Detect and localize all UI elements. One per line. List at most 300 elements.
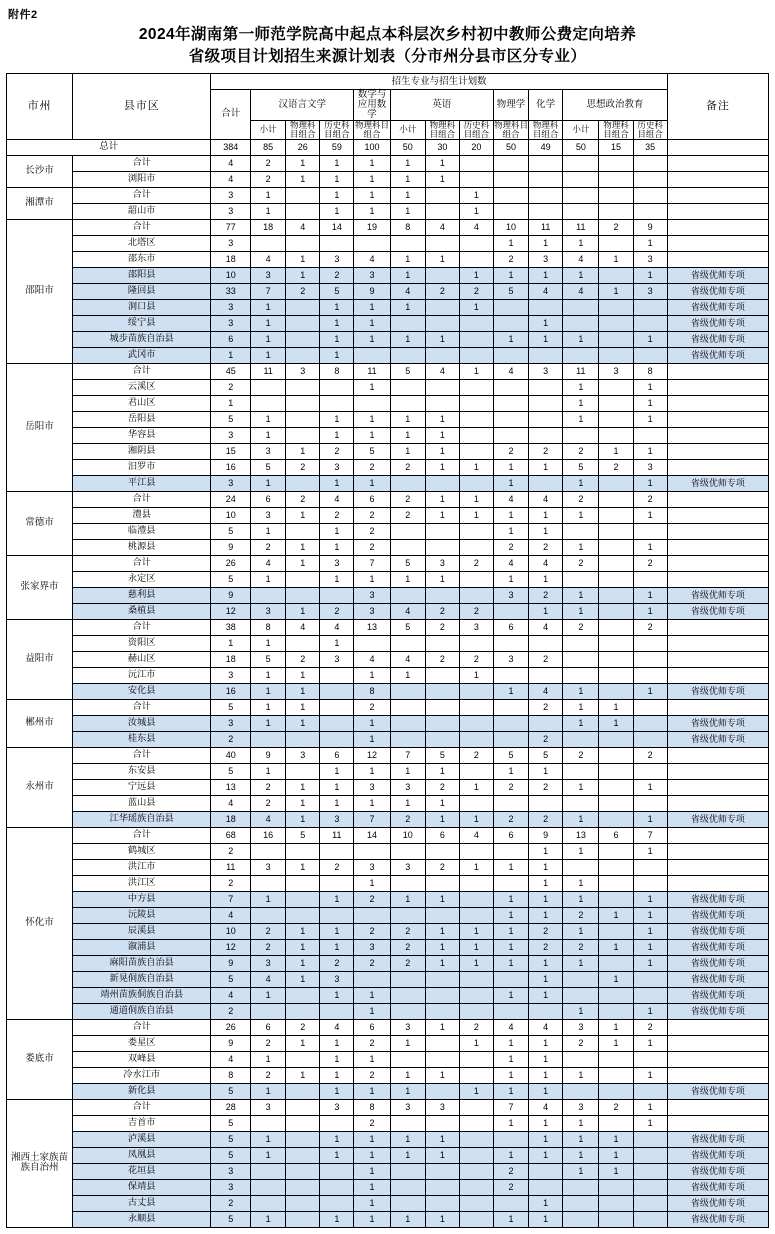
value-cell-12 — [633, 427, 667, 443]
table-row — [7, 219, 769, 235]
remark-cell: 省级优师专项 — [667, 731, 768, 747]
value-cell-6: 1 — [425, 1131, 459, 1147]
value-cell-2: 1 — [286, 923, 320, 939]
value-cell-5: 1 — [390, 1131, 425, 1147]
area-cell: 合计 — [72, 827, 211, 843]
value-cell-3: 1 — [320, 1051, 354, 1067]
grand-total-value-1: 85 — [251, 139, 286, 155]
value-cell-2: 1 — [286, 971, 320, 987]
value-cell-1: 1 — [251, 1211, 286, 1227]
value-cell-8 — [493, 395, 528, 411]
value-cell-6 — [425, 907, 459, 923]
value-cell-12: 1 — [633, 1067, 667, 1083]
value-cell-3: 1 — [320, 347, 354, 363]
value-cell-0: 2 — [211, 1195, 251, 1211]
remark-cell: 省级优师专项 — [667, 1195, 768, 1211]
value-cell-12: 1 — [633, 379, 667, 395]
value-cell-5 — [390, 1195, 425, 1211]
value-cell-6 — [425, 1083, 459, 1099]
grand-total-value-3: 59 — [320, 139, 354, 155]
value-cell-4: 2 — [354, 1035, 390, 1051]
value-cell-2: 2 — [286, 283, 320, 299]
table-row-grand-total — [7, 139, 769, 155]
value-cell-0: 4 — [211, 795, 251, 811]
value-cell-9 — [529, 203, 563, 219]
value-cell-9: 4 — [529, 283, 563, 299]
table-row — [7, 1163, 769, 1179]
value-cell-0: 28 — [211, 1099, 251, 1115]
value-cell-9: 2 — [529, 923, 563, 939]
value-cell-1: 2 — [251, 171, 286, 187]
value-cell-8: 2 — [493, 1179, 528, 1195]
value-cell-5: 1 — [390, 267, 425, 283]
value-cell-8 — [493, 171, 528, 187]
value-cell-5: 2 — [390, 507, 425, 523]
remark-cell: 省级优师专项 — [667, 299, 768, 315]
area-cell: 凤凰县 — [72, 1147, 211, 1163]
value-cell-9: 3 — [529, 251, 563, 267]
value-cell-12 — [633, 155, 667, 171]
value-cell-4: 1 — [354, 795, 390, 811]
value-cell-12 — [633, 1131, 667, 1147]
value-cell-0: 2 — [211, 843, 251, 859]
value-cell-5: 1 — [390, 1067, 425, 1083]
table-row — [7, 267, 769, 283]
value-cell-4: 1 — [354, 731, 390, 747]
value-cell-7 — [459, 347, 493, 363]
value-cell-0: 3 — [211, 203, 251, 219]
area-cell: 双峰县 — [72, 1051, 211, 1067]
value-cell-7 — [459, 907, 493, 923]
value-cell-8 — [493, 427, 528, 443]
value-cell-1: 1 — [251, 571, 286, 587]
value-cell-9 — [529, 1179, 563, 1195]
value-cell-10: 1 — [563, 683, 599, 699]
value-cell-11 — [599, 267, 633, 283]
value-cell-8: 1 — [493, 1147, 528, 1163]
value-cell-11 — [599, 1003, 633, 1019]
col-header-major-english: 英语 — [390, 90, 493, 121]
value-cell-3: 1 — [320, 203, 354, 219]
value-cell-3: 1 — [320, 763, 354, 779]
value-cell-9: 9 — [529, 827, 563, 843]
area-cell: 鹤城区 — [72, 843, 211, 859]
value-cell-6 — [425, 1163, 459, 1179]
value-cell-6: 2 — [425, 779, 459, 795]
value-cell-5: 1 — [390, 1083, 425, 1099]
grand-total-value-10: 50 — [563, 139, 599, 155]
attachment-label: 附件2 — [8, 9, 38, 21]
value-cell-1: 3 — [251, 267, 286, 283]
value-cell-0: 40 — [211, 747, 251, 763]
value-cell-8: 2 — [493, 251, 528, 267]
value-cell-1 — [251, 731, 286, 747]
table-row — [7, 1179, 769, 1195]
value-cell-5 — [390, 635, 425, 651]
value-cell-12 — [633, 667, 667, 683]
value-cell-2 — [286, 427, 320, 443]
remark-cell — [667, 859, 768, 875]
value-cell-9: 2 — [529, 939, 563, 955]
table-row — [7, 1083, 769, 1099]
value-cell-3: 1 — [320, 539, 354, 555]
value-cell-8 — [493, 155, 528, 171]
value-cell-12: 1 — [633, 683, 667, 699]
value-cell-3: 1 — [320, 427, 354, 443]
value-cell-10 — [563, 763, 599, 779]
value-cell-11 — [599, 731, 633, 747]
value-cell-3: 14 — [320, 219, 354, 235]
city-cell: 永州市 — [7, 747, 73, 827]
value-cell-4: 1 — [354, 715, 390, 731]
remark-cell — [667, 779, 768, 795]
value-cell-6 — [425, 1115, 459, 1131]
value-cell-11: 1 — [599, 1163, 633, 1179]
value-cell-9 — [529, 427, 563, 443]
table-row — [7, 1131, 769, 1147]
value-cell-11 — [599, 1083, 633, 1099]
value-cell-2: 4 — [286, 619, 320, 635]
value-cell-9: 4 — [529, 619, 563, 635]
value-cell-12 — [633, 187, 667, 203]
value-cell-2 — [286, 1115, 320, 1131]
value-cell-1: 2 — [251, 779, 286, 795]
value-cell-11 — [599, 747, 633, 763]
value-cell-10: 1 — [563, 699, 599, 715]
value-cell-9: 11 — [529, 219, 563, 235]
value-cell-0: 5 — [211, 571, 251, 587]
remark-cell: 省级优师专项 — [667, 811, 768, 827]
value-cell-10: 1 — [563, 715, 599, 731]
remark-cell — [667, 491, 768, 507]
value-cell-6 — [425, 347, 459, 363]
value-cell-1: 1 — [251, 1083, 286, 1099]
value-cell-6: 1 — [425, 443, 459, 459]
value-cell-8: 1 — [493, 507, 528, 523]
value-cell-12 — [633, 1083, 667, 1099]
value-cell-11: 1 — [599, 443, 633, 459]
value-cell-11 — [599, 651, 633, 667]
remark-cell: 省级优师专项 — [667, 283, 768, 299]
value-cell-6: 1 — [425, 891, 459, 907]
col-header-area: 县市区 — [72, 74, 211, 140]
subcol-english-history-combo: 历史科目组合 — [459, 120, 493, 139]
value-cell-4 — [354, 635, 390, 651]
table-row — [7, 939, 769, 955]
value-cell-0: 3 — [211, 187, 251, 203]
value-cell-3 — [320, 683, 354, 699]
value-cell-3: 2 — [320, 267, 354, 283]
value-cell-9: 1 — [529, 571, 563, 587]
value-cell-9 — [529, 187, 563, 203]
value-cell-5: 3 — [390, 1019, 425, 1035]
value-cell-8: 3 — [493, 651, 528, 667]
value-cell-2: 1 — [286, 667, 320, 683]
value-cell-7 — [459, 795, 493, 811]
value-cell-0: 4 — [211, 171, 251, 187]
value-cell-9: 2 — [529, 731, 563, 747]
value-cell-5: 1 — [390, 203, 425, 219]
value-cell-9 — [529, 1163, 563, 1179]
value-cell-4: 7 — [354, 811, 390, 827]
value-cell-10: 3 — [563, 1099, 599, 1115]
area-cell: 洞口县 — [72, 299, 211, 315]
value-cell-4: 1 — [354, 171, 390, 187]
value-cell-12 — [633, 299, 667, 315]
value-cell-8: 1 — [493, 891, 528, 907]
value-cell-3 — [320, 843, 354, 859]
remark-cell — [667, 1051, 768, 1067]
value-cell-5 — [390, 875, 425, 891]
value-cell-1: 16 — [251, 827, 286, 843]
value-cell-12: 1 — [633, 1099, 667, 1115]
value-cell-9: 1 — [529, 459, 563, 475]
area-cell: 合计 — [72, 1019, 211, 1035]
value-cell-11 — [599, 603, 633, 619]
value-cell-4: 3 — [354, 603, 390, 619]
remark-cell — [667, 763, 768, 779]
city-cell: 怀化市 — [7, 827, 73, 1019]
value-cell-3: 4 — [320, 491, 354, 507]
value-cell-7: 1 — [459, 859, 493, 875]
value-cell-6 — [425, 475, 459, 491]
col-header-major-chemistry: 化学 — [529, 90, 563, 121]
value-cell-11 — [599, 891, 633, 907]
value-cell-5: 4 — [390, 603, 425, 619]
value-cell-9: 1 — [529, 1211, 563, 1227]
value-cell-8: 4 — [493, 363, 528, 379]
value-cell-0: 15 — [211, 443, 251, 459]
value-cell-11: 1 — [599, 251, 633, 267]
value-cell-4: 19 — [354, 219, 390, 235]
value-cell-2: 1 — [286, 171, 320, 187]
value-cell-6: 1 — [425, 811, 459, 827]
area-cell: 洪江市 — [72, 859, 211, 875]
value-cell-11 — [599, 539, 633, 555]
area-cell: 江华瑶族自治县 — [72, 811, 211, 827]
area-cell: 吉首市 — [72, 1115, 211, 1131]
remark-cell — [667, 571, 768, 587]
value-cell-0: 12 — [211, 603, 251, 619]
value-cell-0: 24 — [211, 491, 251, 507]
value-cell-7: 2 — [459, 603, 493, 619]
value-cell-7: 1 — [459, 1083, 493, 1099]
value-cell-2: 3 — [286, 363, 320, 379]
value-cell-3 — [320, 667, 354, 683]
remark-cell: 省级优师专项 — [667, 971, 768, 987]
value-cell-7 — [459, 1195, 493, 1211]
value-cell-4: 1 — [354, 1083, 390, 1099]
area-cell: 宁远县 — [72, 779, 211, 795]
remark-cell — [667, 523, 768, 539]
value-cell-7 — [459, 875, 493, 891]
value-cell-10: 1 — [563, 475, 599, 491]
area-cell: 合计 — [72, 1099, 211, 1115]
value-cell-0: 6 — [211, 331, 251, 347]
value-cell-0: 26 — [211, 555, 251, 571]
value-cell-0: 1 — [211, 395, 251, 411]
value-cell-1 — [251, 875, 286, 891]
value-cell-7 — [459, 155, 493, 171]
value-cell-4: 2 — [354, 507, 390, 523]
value-cell-8: 1 — [493, 923, 528, 939]
value-cell-6: 1 — [425, 571, 459, 587]
value-cell-7: 1 — [459, 491, 493, 507]
value-cell-5: 1 — [390, 1211, 425, 1227]
area-cell: 花垣县 — [72, 1163, 211, 1179]
value-cell-3: 3 — [320, 651, 354, 667]
value-cell-2 — [286, 987, 320, 1003]
value-cell-10: 1 — [563, 811, 599, 827]
value-cell-10: 1 — [563, 1131, 599, 1147]
value-cell-12 — [633, 1179, 667, 1195]
value-cell-2: 1 — [286, 507, 320, 523]
value-cell-2 — [286, 1195, 320, 1211]
value-cell-5: 1 — [390, 891, 425, 907]
value-cell-8: 1 — [493, 235, 528, 251]
value-cell-11 — [599, 523, 633, 539]
value-cell-2 — [286, 635, 320, 651]
value-cell-10: 1 — [563, 1147, 599, 1163]
value-cell-1: 1 — [251, 891, 286, 907]
value-cell-11 — [599, 171, 633, 187]
value-cell-5: 3 — [390, 859, 425, 875]
value-cell-10 — [563, 1083, 599, 1099]
value-cell-4: 1 — [354, 315, 390, 331]
value-cell-5: 1 — [390, 443, 425, 459]
table-row — [7, 155, 769, 171]
value-cell-0: 1 — [211, 635, 251, 651]
value-cell-9: 1 — [529, 1035, 563, 1051]
value-cell-10 — [563, 971, 599, 987]
area-cell: 岳阳县 — [72, 411, 211, 427]
value-cell-1: 9 — [251, 747, 286, 763]
value-cell-5 — [390, 235, 425, 251]
value-cell-11 — [599, 811, 633, 827]
value-cell-2: 1 — [286, 715, 320, 731]
value-cell-6: 4 — [425, 363, 459, 379]
subcol-chinese-subtotal: 小计 — [251, 120, 286, 139]
value-cell-12: 2 — [633, 619, 667, 635]
value-cell-11 — [599, 427, 633, 443]
value-cell-3: 1 — [320, 571, 354, 587]
table-row — [7, 843, 769, 859]
value-cell-4 — [354, 907, 390, 923]
value-cell-4: 2 — [354, 891, 390, 907]
value-cell-9: 1 — [529, 1131, 563, 1147]
value-cell-12: 1 — [633, 891, 667, 907]
value-cell-6: 2 — [425, 859, 459, 875]
value-cell-1: 1 — [251, 683, 286, 699]
value-cell-3: 2 — [320, 859, 354, 875]
value-cell-8 — [493, 795, 528, 811]
value-cell-4: 3 — [354, 859, 390, 875]
value-cell-9: 2 — [529, 699, 563, 715]
value-cell-2: 5 — [286, 827, 320, 843]
value-cell-1 — [251, 1163, 286, 1179]
value-cell-10: 1 — [563, 875, 599, 891]
value-cell-12 — [633, 523, 667, 539]
table-row — [7, 555, 769, 571]
value-cell-5: 2 — [390, 459, 425, 475]
value-cell-7 — [459, 523, 493, 539]
value-cell-9: 1 — [529, 987, 563, 1003]
value-cell-8 — [493, 635, 528, 651]
grand-total-value-7: 20 — [459, 139, 493, 155]
table-row — [7, 619, 769, 635]
value-cell-0: 3 — [211, 427, 251, 443]
value-cell-7 — [459, 1163, 493, 1179]
value-cell-8: 1 — [493, 939, 528, 955]
value-cell-7 — [459, 171, 493, 187]
value-cell-5 — [390, 1051, 425, 1067]
value-cell-12: 1 — [633, 331, 667, 347]
value-cell-1: 4 — [251, 971, 286, 987]
table-row — [7, 331, 769, 347]
value-cell-8: 1 — [493, 459, 528, 475]
table-row — [7, 955, 769, 971]
value-cell-11 — [599, 1195, 633, 1211]
value-cell-3: 1 — [320, 923, 354, 939]
value-cell-9: 1 — [529, 1067, 563, 1083]
table-row — [7, 715, 769, 731]
value-cell-11: 1 — [599, 1147, 633, 1163]
remark-cell: 省级优师专项 — [667, 1083, 768, 1099]
value-cell-8: 4 — [493, 555, 528, 571]
value-cell-7 — [459, 251, 493, 267]
value-cell-1: 5 — [251, 459, 286, 475]
value-cell-1: 1 — [251, 699, 286, 715]
area-cell: 邵阳县 — [72, 267, 211, 283]
area-cell: 麻阳苗族自治县 — [72, 955, 211, 971]
col-header-major-chinese: 汉语言文学 — [251, 90, 354, 121]
value-cell-7 — [459, 699, 493, 715]
value-cell-4: 2 — [354, 923, 390, 939]
value-cell-11 — [599, 875, 633, 891]
value-cell-4: 1 — [354, 379, 390, 395]
value-cell-9: 1 — [529, 331, 563, 347]
value-cell-7: 3 — [459, 619, 493, 635]
value-cell-4: 8 — [354, 1099, 390, 1115]
value-cell-0: 5 — [211, 1131, 251, 1147]
table-row — [7, 347, 769, 363]
value-cell-9 — [529, 795, 563, 811]
value-cell-12: 2 — [633, 1019, 667, 1035]
value-cell-0: 5 — [211, 1147, 251, 1163]
value-cell-1: 11 — [251, 363, 286, 379]
value-cell-1: 1 — [251, 411, 286, 427]
value-cell-6 — [425, 683, 459, 699]
value-cell-1: 1 — [251, 635, 286, 651]
remark-cell — [667, 235, 768, 251]
subcol-politics-physics-combo: 物理科目组合 — [599, 120, 633, 139]
value-cell-5: 1 — [390, 411, 425, 427]
value-cell-10 — [563, 1051, 599, 1067]
remark-cell: 省级优师专项 — [667, 715, 768, 731]
value-cell-3: 1 — [320, 411, 354, 427]
table-row — [7, 427, 769, 443]
value-cell-12 — [633, 795, 667, 811]
value-cell-5 — [390, 971, 425, 987]
value-cell-6: 2 — [425, 651, 459, 667]
value-cell-1: 1 — [251, 187, 286, 203]
value-cell-10: 1 — [563, 779, 599, 795]
value-cell-12: 1 — [633, 411, 667, 427]
value-cell-3: 1 — [320, 987, 354, 1003]
value-cell-1: 3 — [251, 603, 286, 619]
value-cell-0: 5 — [211, 1211, 251, 1227]
value-cell-8: 1 — [493, 763, 528, 779]
